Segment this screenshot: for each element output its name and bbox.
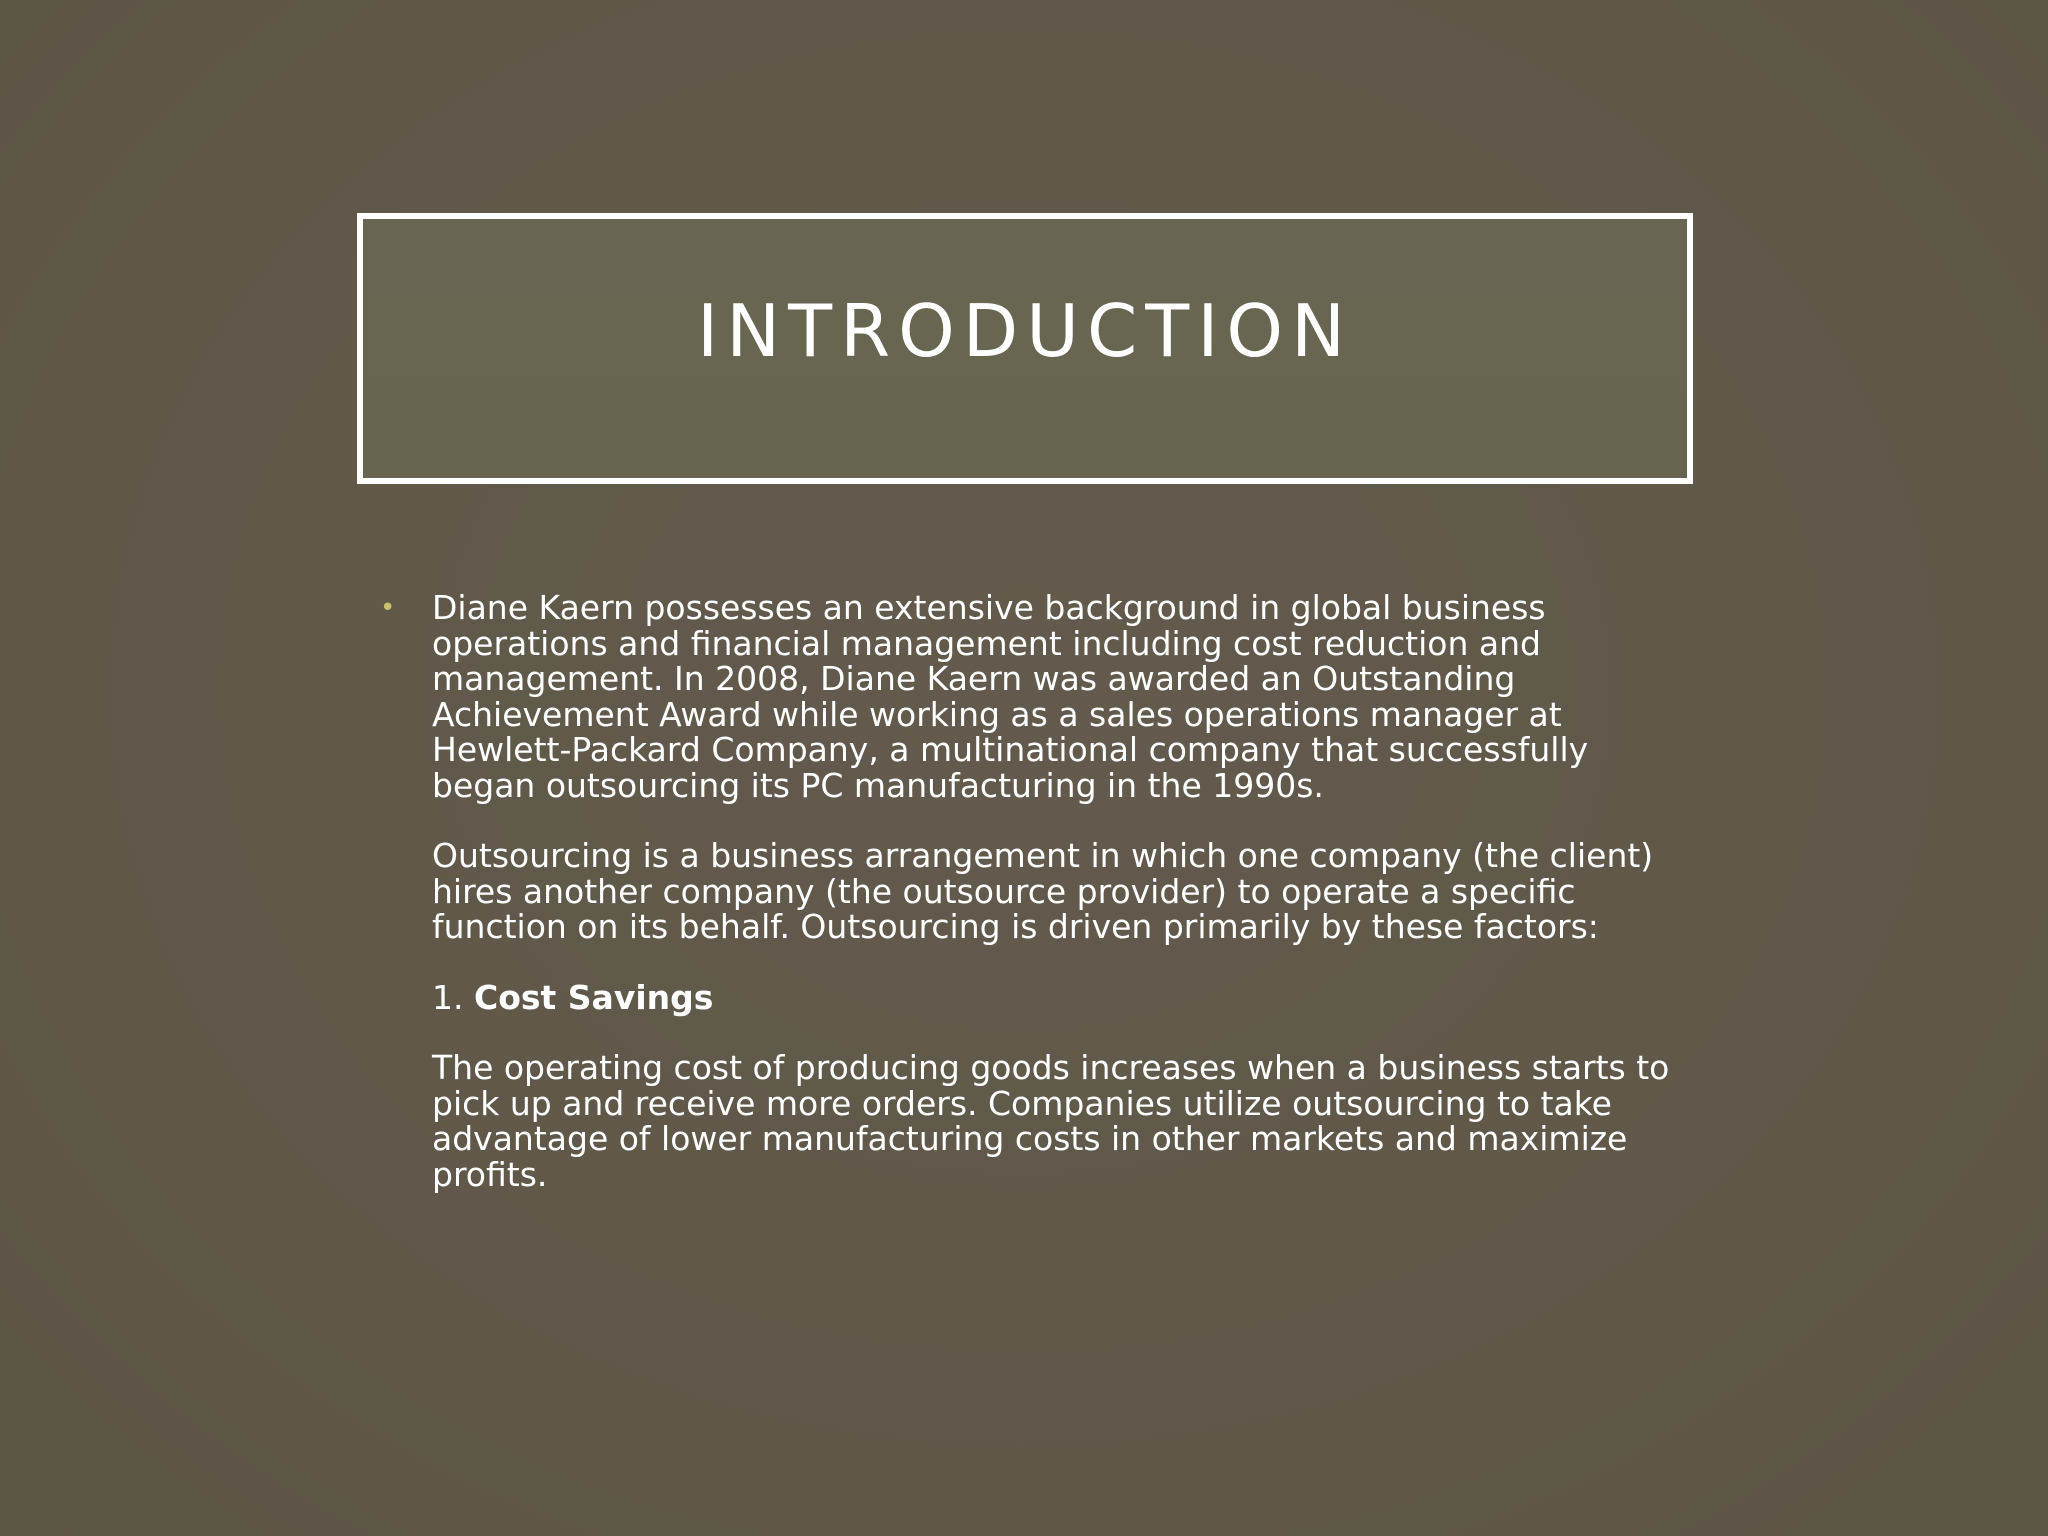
paragraph-cost-savings: [432, 1050, 1700, 1192]
text-line: hires another company (the outsource provider) to operate a specific: [432, 871, 1576, 911]
slide-title: INTRODUCTION: [697, 289, 1353, 373]
text-line: advantage of lower manufacturing costs in other markets and maximize: [432, 1119, 1628, 1158]
bullet-icon: •: [380, 593, 396, 623]
text-line: The operating cost of producing goods increases when a business starts to: [432, 1048, 1670, 1087]
text-line: operations and financial management including cost reduction and: [432, 623, 1541, 663]
text-line: Achievement Award while working as a sales operations manager at: [432, 694, 1562, 734]
factor-label: Cost Savings: [473, 977, 714, 1017]
paragraph-background: [432, 590, 1700, 803]
text-line: Diane Kaern possesses an extensive background in global business: [432, 588, 1546, 627]
paragraph-outsourcing-definition: [432, 838, 1700, 945]
factor-number: 1.: [432, 977, 474, 1017]
text-line: began outsourcing its PC manufacturing in the 1990s.: [432, 765, 1324, 805]
text-line: Outsourcing is a business arrangement in which one company (the client): [432, 836, 1654, 875]
text-line: profits.: [432, 1154, 548, 1194]
title-box: [357, 213, 1693, 484]
factor-heading-line: [432, 977, 1700, 1017]
slide-content: [380, 590, 1700, 1192]
bullet-item: [380, 590, 1700, 1192]
text-line: function on its behalf. Outsourcing is driven primarily by these factors:: [432, 907, 1599, 946]
factor-heading: [432, 977, 1700, 1017]
text-line: Hewlett-Packard Company, a multinational company that successfully: [432, 730, 1589, 769]
text-line: pick up and receive more orders. Companies utilize outsourcing to take: [432, 1083, 1612, 1123]
text-line: management. In 2008, Diane Kaern was awarded an Outstanding: [432, 659, 1516, 698]
